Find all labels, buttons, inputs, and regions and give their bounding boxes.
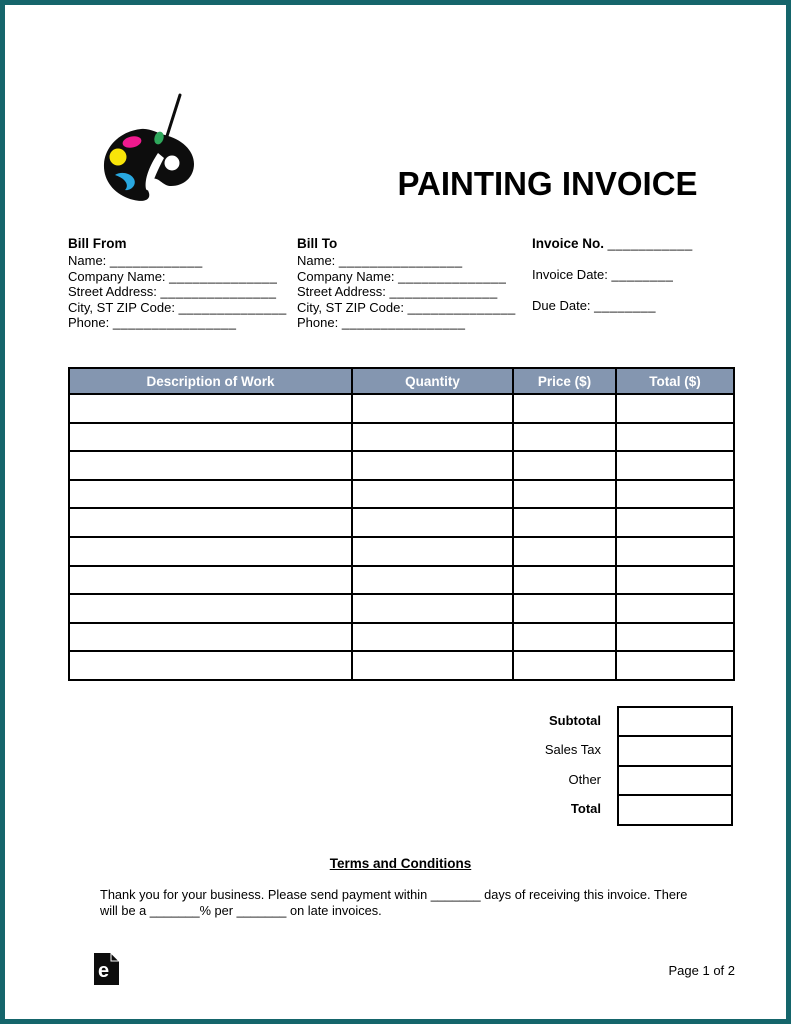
cell-total	[616, 394, 734, 423]
table-row	[69, 566, 734, 595]
cell-price	[513, 651, 616, 680]
table-row	[69, 651, 734, 680]
bill-to-company-line	[297, 269, 527, 284]
bill-from-phone-line	[68, 315, 298, 330]
table-row	[69, 623, 734, 652]
cell-quantity	[352, 451, 513, 480]
subtotal-value-box	[617, 706, 733, 737]
cell-price	[513, 423, 616, 452]
invoice-number-line	[532, 236, 742, 251]
cell-total	[616, 480, 734, 509]
table-row	[69, 508, 734, 537]
cell-quantity	[352, 594, 513, 623]
cell-total	[616, 537, 734, 566]
cell-total	[616, 451, 734, 480]
table-row	[69, 537, 734, 566]
header-price: Price ($)	[513, 368, 616, 394]
cell-price	[513, 537, 616, 566]
bill-to-phone-line	[297, 315, 527, 330]
table-row	[69, 451, 734, 480]
header-quantity: Quantity	[352, 368, 513, 394]
cell-total	[616, 508, 734, 537]
field-blank: _______________	[160, 284, 277, 300]
cell-price	[513, 566, 616, 595]
cell-description	[69, 508, 352, 537]
cell-description	[69, 480, 352, 509]
bill-from-name-line	[68, 253, 298, 268]
cell-description	[69, 651, 352, 680]
bill-to-heading: Bill To	[297, 236, 338, 251]
field-label: Company Name:	[68, 268, 166, 284]
field-blank: ________________	[112, 315, 237, 331]
cell-total	[616, 651, 734, 680]
field-blank: ________________	[341, 315, 466, 331]
sales-tax-value-box	[617, 735, 733, 766]
cell-quantity	[352, 423, 513, 452]
field-blank: ______________	[407, 299, 516, 315]
header-total: Total ($)	[616, 368, 734, 394]
invoice-date-label: Invoice Date:	[532, 267, 608, 283]
cell-quantity	[352, 566, 513, 595]
field-label: City, ST ZIP Code:	[297, 299, 404, 315]
terms-line: Thank you for your business. Please send payment within _______ days of receiving this invoice. There	[100, 887, 688, 902]
field-label: Name:	[68, 253, 107, 269]
paint-palette-logo	[101, 89, 203, 205]
field-blank: ______________	[389, 284, 498, 300]
page-title: PAINTING INVOICE	[397, 165, 698, 202]
cell-total	[616, 594, 734, 623]
subtotal-label: Subtotal	[549, 713, 601, 728]
bill-from-section	[68, 236, 298, 330]
paint-palette-icon	[101, 89, 203, 205]
table-row	[69, 594, 734, 623]
svg-text:e: e	[98, 960, 110, 982]
eforms-brand-logo	[93, 952, 120, 986]
cell-quantity	[352, 651, 513, 680]
cell-description	[69, 537, 352, 566]
bill-from-company-line	[68, 269, 298, 284]
cell-total	[616, 566, 734, 595]
field-blank: ______________	[398, 268, 507, 284]
field-blank: ________________	[338, 253, 463, 269]
field-label: City, ST ZIP Code:	[68, 299, 175, 315]
field-blank: ________	[594, 298, 657, 314]
cell-total	[616, 623, 734, 652]
cell-price	[513, 594, 616, 623]
cell-quantity	[352, 623, 513, 652]
field-label: Name:	[297, 253, 336, 269]
table-row	[69, 394, 734, 423]
cell-description	[69, 394, 352, 423]
cell-description	[69, 451, 352, 480]
terms-line: will be a _______% per _______ on late invoices.	[100, 902, 382, 918]
field-label: Street Address:	[68, 284, 157, 300]
cell-quantity	[352, 480, 513, 509]
field-blank: ______________	[178, 299, 287, 315]
other-label: Other	[568, 771, 601, 787]
cell-description	[69, 623, 352, 652]
cell-quantity	[352, 537, 513, 566]
document-icon	[93, 952, 120, 986]
page-indicator: Page 1 of 2	[668, 963, 735, 978]
invoice-date-line	[532, 267, 742, 282]
table-row	[69, 423, 734, 452]
cell-quantity	[352, 508, 513, 537]
work-items-table	[68, 367, 735, 681]
summary-labels	[68, 706, 609, 824]
invoice-meta-section	[532, 236, 742, 330]
field-blank: ___________	[607, 236, 693, 251]
field-label: Phone:	[297, 315, 339, 331]
work-items-table-wrap	[68, 367, 733, 681]
summary-boxes	[617, 706, 733, 826]
field-label: Street Address:	[297, 284, 386, 300]
other-value-box	[617, 765, 733, 796]
field-blank: ____________	[109, 253, 203, 269]
invoice-number-label: Invoice No.	[532, 236, 605, 251]
bill-from-heading: Bill From	[68, 236, 127, 251]
due-date-label: Due Date:	[532, 298, 591, 314]
total-label: Total	[570, 801, 601, 817]
cell-price	[513, 480, 616, 509]
cell-price	[513, 451, 616, 480]
due-date-line	[532, 298, 742, 313]
field-label: Phone:	[68, 315, 110, 331]
bill-to-name-line	[297, 253, 527, 268]
bill-to-city-line	[297, 300, 527, 315]
header-description-of-work: Description of Work	[69, 368, 352, 394]
table-row	[69, 480, 734, 509]
bill-to-section	[297, 236, 527, 330]
bill-from-street-line	[68, 284, 298, 299]
terms-body	[100, 887, 700, 918]
cell-price	[513, 508, 616, 537]
cell-price	[513, 394, 616, 423]
cell-description	[69, 566, 352, 595]
bill-to-street-line	[297, 284, 527, 299]
bill-from-city-line	[68, 300, 298, 315]
cell-description	[69, 423, 352, 452]
cell-total	[616, 423, 734, 452]
terms-heading: Terms and Conditions	[329, 856, 472, 871]
field-blank: ______________	[169, 268, 278, 284]
field-label: Company Name:	[297, 268, 395, 284]
sales-tax-label: Sales Tax	[544, 742, 601, 758]
cell-quantity	[352, 394, 513, 423]
cell-price	[513, 623, 616, 652]
total-value-box	[617, 794, 733, 825]
table-header-row	[69, 368, 734, 394]
field-blank: ________	[611, 267, 674, 283]
cell-description	[69, 594, 352, 623]
